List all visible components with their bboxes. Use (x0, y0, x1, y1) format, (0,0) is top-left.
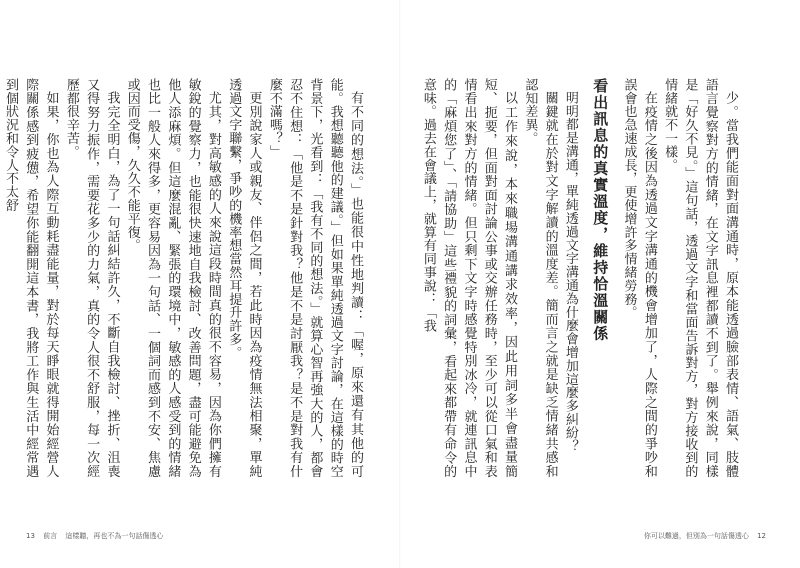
paragraph: 以工作來說，本來職場溝通講求效率，因此用詞多半會盡量簡短、扼要，但面對面討論公事或交辦任務時，至少可以從口氣和表情看出來對方的情緒。但只剩下文字時感覺特別冰冷，就連訊息中的「麻煩您了」、「請協助」這些禮貌的詞彙，看起來都帶有命令的意味。過去在會議上，就算有同事說：「我 (420, 78, 518, 478)
book-title: 你可以難過，但別為一句話傷透心 (643, 532, 749, 540)
left-page-text (2, 78, 365, 478)
paragraph: 如果，你也為人際互動耗盡能量，對於每天睜眼就得開始經營人際關係感到疲憊，希望你能翻開這本書，我將工作與生活中經常遇到個狀況和令人不太舒 (2, 78, 59, 478)
paragraph: 尤其，對高敏感的人來說這段時間真的很不容易，因為你們擁有敏銳的覺察力，也能很快速地自我檢討、改善問題，盡可能避免為他人添麻煩。但這麼混亂、緊張的環境中，敏感的人感受到的情緒也比一般人來得多，更容易因為一句話、一個詞而感到不安、焦慮或因而受傷，久久不能平復。 (124, 78, 221, 478)
right-page-text (420, 78, 740, 478)
paragraph: 有不同的想法。」也能很中性地判讀：「喔，原來還有其他的可能。我想聽聽他的建議。」但如果單純透過文字討論，在這樣的時空背景下，光看到：「我有不同的想法。」就算心智再強大的人，都會忍不住想：「他是不是針對我？他是不是討厭我？是不是對我有什麼不滿嗎？」 (266, 78, 363, 478)
section-heading: 看出訊息的真實溫度，維持恰溫關係 (591, 78, 610, 342)
right-page-footer (638, 531, 766, 541)
paragraph: 更別說家人或親友、伴侶之間，若此時因為疫情無法相聚，單純透過文字聯繫，爭吵的機率想當然耳提升許多。 (226, 78, 262, 478)
paragraph: 我完全明白，為了一句話糾結許久，不斷自我檢討、挫折、沮喪又得努力振作，需要花多少的力氣，真的令人很不舒服，每一次經歷都很辛苦。 (63, 78, 120, 478)
paragraph: 明明都是溝通，單純透過文字溝通為什麼會增加這麼多糾紛？ (562, 91, 578, 453)
page-number: 12 (757, 532, 766, 540)
page-number: 13 (26, 532, 35, 540)
right-page (400, 0, 800, 568)
paragraph: 關鍵就在於對文字解讀的溫度差。簡而言之就是缺乏情緒共感和認知差異。 (522, 78, 558, 478)
left-page-footer (26, 531, 169, 541)
paragraph: 在疫情之後因為透過文字溝通的機會增加了，人際之間的爭吵和誤會也急速成長，更使增許多情緒勞務。 (621, 78, 657, 478)
chapter-label: 前言 (43, 532, 58, 540)
paragraph: 少。當我們能面對面溝通時，原本能透過臉部表情、語氣、肢體語言覺察對方的情緒，在文字訊息裡都讀不到了。舉例來說，同樣是「好久不見。」這句話，透過文字和當面告訴對方，對方接收到的情緒就不一樣。 (662, 78, 738, 478)
book-title: 這樣聽，再也不為一句話傷透心 (65, 532, 164, 540)
